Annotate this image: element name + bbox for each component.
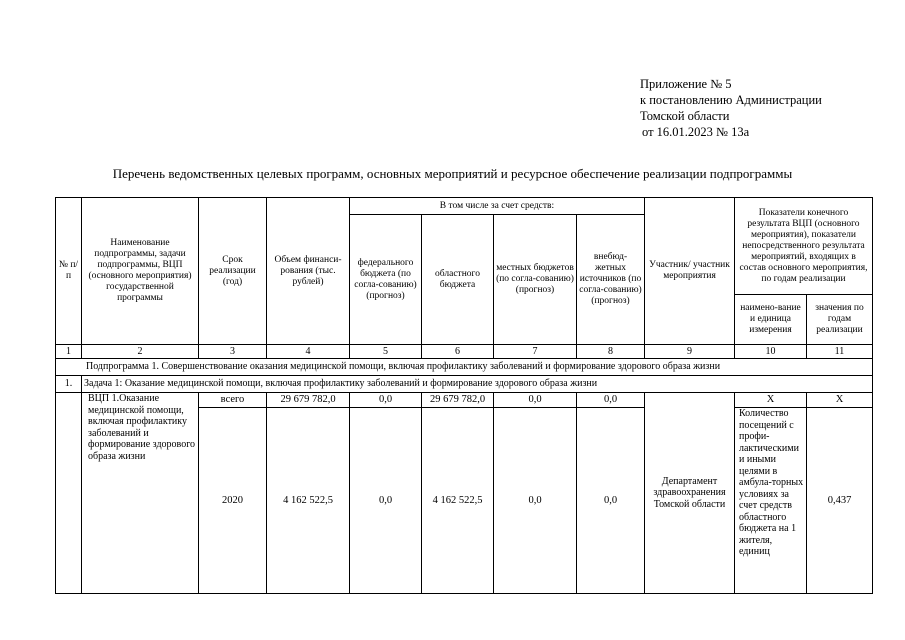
header-num: № п/п	[56, 198, 82, 345]
vcp-year-ind-name: Количество посещений с профи-лактическими и иными целями в амбула-торных условиях за счет средств областного бюджета на 1 жителя, единиц	[735, 408, 807, 594]
header-indicator-name: наимено-вание и единица измерения	[735, 295, 807, 345]
appendix-line: к постановлению Администрации	[640, 93, 822, 107]
vcp-total-extra: 0,0	[577, 393, 645, 408]
header-extra: внебюд-жетных источников (по согла-сованию) (прогноз)	[577, 215, 645, 345]
vcp-num-cell	[56, 393, 82, 594]
header-name: Наименование подпрограммы, задачи подпрограммы, ВЦП (основного мероприятия) государственной программы	[82, 198, 199, 345]
header-regional: областного бюджета	[422, 215, 494, 345]
vcp-total-ind-value: Х	[807, 393, 873, 408]
vcp-year-regional: 4 162 522,5	[422, 408, 494, 594]
col-number: 1	[56, 345, 82, 359]
header-indicators-group: Показатели конечного результата ВЦП (основного мероприятия), показатели непосредственного результата мероприятий, входящих в состав основного мероприятия, по годам реализации	[735, 198, 873, 295]
col-number: 10	[735, 345, 807, 359]
col-number: 4	[267, 345, 350, 359]
header-federal: федерального бюджета (по согла-сованию) (прогноз)	[350, 215, 422, 345]
vcp-total-period: всего	[199, 393, 267, 408]
header-period: Срок реализации (год)	[199, 198, 267, 345]
header-participant: Участник/ участник мероприятия	[645, 198, 735, 345]
col-number: 2	[82, 345, 199, 359]
header-indicator-values: значения по годам реализации	[807, 295, 873, 345]
header-volume: Объем финанси-рования (тыс. рублей)	[267, 198, 350, 345]
vcp-total-local: 0,0	[494, 393, 577, 408]
col-number: 11	[807, 345, 873, 359]
vcp-name: ВЦП 1.Оказание медицинской помощи, включая профилактику заболеваний и формирование здорового образа жизни	[82, 393, 199, 594]
task-num: 1.	[56, 376, 82, 393]
col-number: 9	[645, 345, 735, 359]
vcp-year-extra: 0,0	[577, 408, 645, 594]
col-number: 7	[494, 345, 577, 359]
subprogram-row: Подпрограмма 1. Совершенствование оказания медицинской помощи, включая профилактику заболеваний и формирование здорового образа жизни	[56, 359, 873, 376]
appendix-line: Приложение № 5	[640, 77, 732, 91]
col-number: 3	[199, 345, 267, 359]
vcp-year-local: 0,0	[494, 408, 577, 594]
header-local: местных бюджетов (по согла-сованию) (прогноз)	[494, 215, 577, 345]
vcp-total-ind-name: Х	[735, 393, 807, 408]
document-title: Перечень ведомственных целевых программ, основных мероприятий и ресурсное обеспечение реализации подпрограммы	[112, 166, 793, 181]
vcp-year-volume: 4 162 522,5	[267, 408, 350, 594]
appendix-block	[640, 76, 822, 140]
header-sources-group: В том числе за счет средств:	[350, 198, 645, 215]
vcp-participant: Департамент здравоохранения Томской области	[645, 393, 735, 594]
appendix-line: от 16.01.2023 № 13а	[642, 125, 750, 139]
task-row: Задача 1: Оказание медицинской помощи, включая профилактику заболеваний и формирование здорового образа жизни	[82, 376, 873, 393]
col-number: 5	[350, 345, 422, 359]
vcp-total-regional: 29 679 782,0	[422, 393, 494, 408]
vcp-year-period: 2020	[199, 408, 267, 594]
col-number: 6	[422, 345, 494, 359]
program-table	[55, 197, 873, 594]
vcp-total-volume: 29 679 782,0	[267, 393, 350, 408]
vcp-year-federal: 0,0	[350, 408, 422, 594]
col-number: 8	[577, 345, 645, 359]
vcp-year-ind-value: 0,437	[807, 408, 873, 594]
appendix-line: Томской области	[640, 109, 730, 123]
vcp-total-federal: 0,0	[350, 393, 422, 408]
